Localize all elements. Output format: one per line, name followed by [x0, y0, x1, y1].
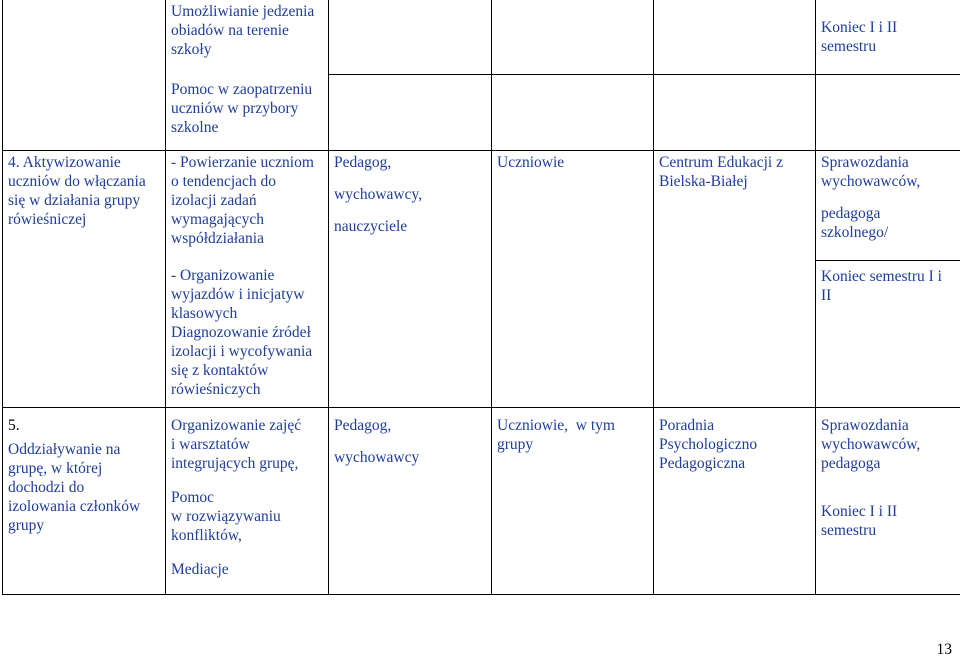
responsible-line: Pedagog,	[334, 416, 392, 434]
goal-line: dochodzi do	[8, 478, 85, 496]
activity-line: Umożliwianie jedzenia	[171, 3, 315, 20]
activity-plan-table	[2, 0, 960, 595]
activity-line: współdziałania	[171, 229, 264, 247]
responsible-cell	[329, 0, 492, 74]
activity-line: się z kontaktów	[171, 362, 269, 379]
activity-line: Pomoc	[171, 488, 215, 506]
goal-line: grupę, w której	[8, 459, 103, 477]
activity-cell	[166, 0, 329, 74]
activity-line: izolacji i wycofywania	[171, 343, 313, 360]
goal-line: Oddziaływanie na	[8, 440, 121, 458]
activity-line: - Powierzanie uczniom	[171, 153, 314, 171]
partners-line: Psychologiczno	[659, 435, 758, 453]
partners-cell	[654, 74, 816, 150]
activity-line: - Organizowanie	[171, 267, 275, 284]
activity-line: Mediacje	[171, 560, 229, 578]
activity-line: klasowych	[171, 305, 238, 322]
term-line: semestru	[821, 38, 877, 55]
recipients-cell	[492, 74, 654, 150]
activity-line: izolacji zadań	[171, 191, 257, 209]
responsible-line: wychowawcy,	[334, 185, 423, 203]
term-line: Koniec semestru I i	[821, 267, 942, 285]
evaluation-line: wychowawców,	[821, 172, 921, 190]
activity-line: rówieśniczych	[171, 381, 261, 398]
activity-line: wyjazdów i inicjatyw	[171, 286, 305, 303]
goal-line: się w działania grupy	[8, 191, 141, 209]
page-number: 13	[936, 641, 952, 658]
table-row	[3, 150, 960, 260]
activity-line: o tendencjach do	[171, 172, 277, 190]
recipients-cell	[492, 0, 654, 74]
responsible-line: wychowawcy	[334, 448, 420, 466]
responsible-cell	[329, 150, 492, 260]
goal-line: rówieśniczej	[8, 210, 87, 228]
activity-line: konfliktów,	[171, 526, 242, 544]
responsible-cell	[329, 74, 492, 150]
goal-cell	[3, 0, 166, 74]
term-cell	[816, 260, 960, 407]
activity-line: obiadów na terenie	[171, 22, 289, 39]
evaluation-cell	[816, 150, 960, 260]
responsible-cell	[329, 260, 492, 407]
table-row	[3, 74, 960, 150]
term-line: semestru	[821, 521, 877, 539]
responsible-cell	[329, 407, 492, 594]
evaluation-cell	[816, 407, 960, 594]
partners-line: Poradnia	[659, 416, 715, 434]
term-line: II	[821, 286, 832, 304]
partners-cell	[654, 260, 816, 407]
recipients-cell	[492, 407, 654, 594]
term-line: Koniec I i II	[821, 502, 898, 520]
recipients-cell	[492, 260, 654, 407]
activity-line: uczniów w przybory	[171, 100, 299, 117]
goal-cell	[3, 74, 166, 150]
recipients-line: Uczniowie	[497, 153, 565, 171]
evaluation-line: pedagoga	[821, 454, 881, 472]
table-row	[3, 0, 960, 74]
partners-line: Centrum Edukacji z	[659, 153, 783, 171]
goal-cell	[3, 150, 166, 260]
table-row	[3, 260, 960, 407]
activity-line: szkolne	[171, 119, 219, 136]
activity-cell	[166, 150, 329, 260]
activity-line: szkoły	[171, 41, 212, 58]
evaluation-line: wychowawców,	[821, 435, 921, 453]
partners-cell	[654, 0, 816, 74]
activity-line: Diagnozowanie źródeł	[171, 324, 311, 341]
activity-line: i warsztatów	[171, 435, 250, 453]
goal-cell	[3, 407, 166, 594]
activity-line: w rozwiązywaniu	[171, 507, 281, 525]
activity-cell	[166, 260, 329, 407]
activity-cell	[166, 74, 329, 150]
partners-cell	[654, 407, 816, 594]
goal-cell	[3, 260, 166, 407]
recipients-line: grupy	[497, 435, 534, 453]
partners-cell	[654, 150, 816, 260]
activity-cell	[166, 407, 329, 594]
table-row	[3, 407, 960, 594]
recipients-cell	[492, 150, 654, 260]
activity-line: integrujących grupę,	[171, 454, 299, 472]
goal-line: grupy	[8, 516, 45, 534]
partners-line: Pedagogiczna	[659, 454, 746, 472]
goal-number: 5.	[8, 416, 20, 434]
activity-line: Organizowanie zajęć	[171, 416, 302, 434]
activity-line: wymagających	[171, 210, 264, 228]
goal-line: 4. Aktywizowanie	[8, 153, 121, 171]
recipients-line: Uczniowie, w tym	[497, 416, 615, 434]
evaluation-line: pedagoga	[821, 204, 881, 222]
responsible-line: nauczyciele	[334, 217, 408, 235]
term-cell	[816, 0, 960, 74]
evaluation-line: Sprawozdania	[821, 153, 909, 171]
term-cell	[816, 74, 960, 150]
activity-line: Pomoc w zaopatrzeniu	[171, 81, 313, 98]
goal-line: izolowania członków	[8, 497, 141, 515]
term-line: Koniec I i II	[821, 19, 898, 36]
partners-line: Bielska-Białej	[659, 172, 748, 190]
evaluation-line: szkolnego/	[821, 223, 889, 241]
responsible-line: Pedagog,	[334, 153, 392, 171]
goal-line: uczniów do włączania	[8, 172, 146, 190]
evaluation-line: Sprawozdania	[821, 416, 909, 434]
